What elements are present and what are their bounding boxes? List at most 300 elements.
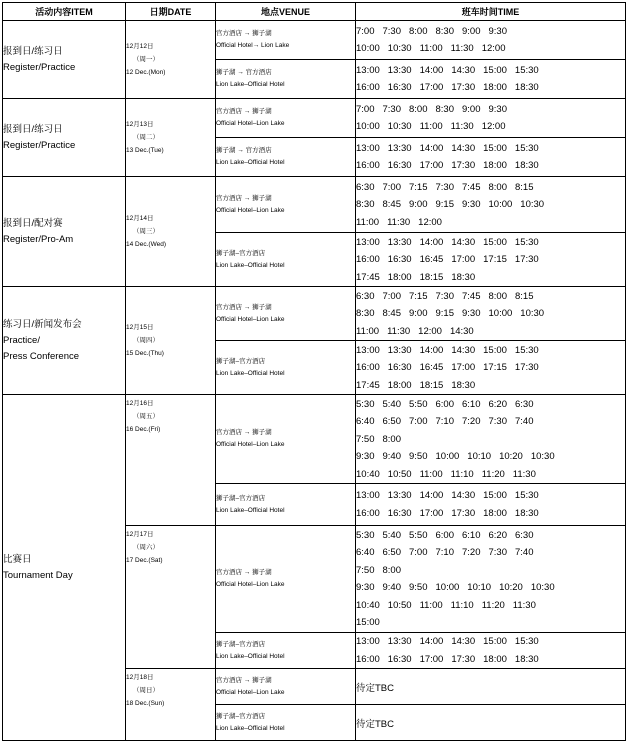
departure-time: 11:20 — [481, 468, 505, 480]
cell-text-line: （周一） — [133, 55, 159, 63]
venue-cell — [216, 341, 356, 395]
departure-time: 17:30 — [451, 507, 476, 519]
time-row — [356, 62, 625, 80]
departure-time: 7:30 — [435, 181, 454, 193]
departure-time: 13:00 — [356, 344, 380, 356]
time-row — [356, 597, 625, 615]
departure-time: 7:40 — [515, 416, 534, 427]
times-cell — [356, 138, 626, 177]
cell-text-line: 官方酒店 → 狮子湖 — [216, 303, 272, 311]
cell-text-line: （周二） — [133, 133, 159, 141]
departure-time: 7:45 — [462, 181, 481, 193]
departure-time: 18:00 — [483, 653, 507, 665]
departure-time: 9:50 — [409, 451, 428, 462]
departure-time: 10:00 — [356, 43, 380, 55]
departure-time: 16:45 — [419, 254, 444, 265]
departure-time: 8:00 — [382, 564, 401, 576]
departure-time: 7:40 — [515, 547, 534, 559]
departure-time: 16:00 — [356, 254, 380, 265]
departure-time: 7:15 — [409, 290, 428, 302]
cell-text-line: Official Hotel–Lion Lake — [216, 688, 285, 696]
departure-time: 11:30 — [512, 599, 536, 611]
departure-time: 6:40 — [356, 416, 375, 427]
venue-cell — [216, 484, 356, 526]
departure-time: 17:45 — [356, 271, 380, 283]
departure-time: 14:30 — [451, 142, 476, 154]
date-cell — [126, 526, 216, 669]
time-row — [356, 341, 625, 359]
departure-time: 14:00 — [419, 636, 444, 648]
cell-text-line: 狮子湖–官方酒店 — [216, 712, 266, 720]
time-row — [356, 562, 625, 580]
time-row — [356, 287, 625, 305]
departure-time: 17:00 — [451, 362, 476, 373]
departure-time: 6:20 — [488, 529, 507, 541]
venue-cell — [216, 233, 356, 287]
cell-text-line: 官方酒店 → 狮子湖 — [216, 429, 272, 436]
cell-text-line: Register/Practice — [3, 139, 76, 151]
cell-text-line: 官方酒店 → 狮子湖 — [216, 108, 272, 115]
departure-time: 14:00 — [419, 236, 444, 248]
date-cell — [126, 669, 216, 741]
departure-time: 6:00 — [435, 398, 454, 410]
time-row — [356, 305, 625, 323]
departure-time: 7:00 — [409, 547, 428, 559]
departure-time: 17:30 — [451, 82, 476, 94]
times-cell — [356, 633, 626, 669]
time-row — [356, 268, 625, 286]
cell-text-line: Lion Lake–Official Hotel — [216, 369, 285, 377]
venue-cell — [216, 60, 356, 99]
departure-time: 13:30 — [387, 64, 412, 76]
departure-time: 7:10 — [435, 547, 454, 559]
cell-text-line: 12月16日 — [126, 400, 154, 407]
cell-text-line: 狮子湖–官方酒店 — [216, 357, 266, 365]
departure-time: 11:20 — [481, 599, 505, 611]
header-date: 日期DATE — [126, 3, 216, 21]
departure-time: 17:00 — [419, 82, 444, 94]
departure-time: 10:30 — [530, 582, 555, 594]
departure-time: 9:40 — [382, 582, 401, 594]
departure-time: 10:20 — [499, 582, 523, 594]
time-row — [356, 196, 625, 214]
time-row — [356, 633, 625, 651]
departure-time: 14:00 — [419, 490, 444, 502]
time-row — [356, 23, 625, 41]
departure-time: 17:30 — [451, 160, 476, 172]
departure-time: 14:00 — [419, 64, 444, 76]
departure-time: 11:30 — [450, 43, 474, 55]
time-row — [356, 614, 625, 632]
time-row — [356, 651, 625, 669]
departure-time: 16:30 — [387, 82, 412, 94]
time-row — [356, 251, 625, 269]
departure-time: 10:40 — [356, 599, 380, 611]
cell-text-line: 狮子湖–官方酒店 — [216, 494, 266, 502]
table-row — [3, 177, 626, 233]
cell-text-line: Lion Lake–Official Hotel — [216, 81, 285, 88]
departure-time: 15:30 — [514, 636, 539, 648]
departure-time: 18:00 — [387, 379, 412, 391]
departure-time: 9:40 — [382, 451, 401, 462]
time-row — [356, 79, 625, 97]
departure-time: 17:15 — [483, 362, 507, 373]
departure-time: 12:00 — [418, 216, 442, 228]
table-row — [3, 395, 626, 484]
cell-text-line: （周六） — [133, 544, 159, 551]
time-row — [356, 579, 625, 597]
departure-time: 11:00 — [356, 216, 380, 228]
departure-time: 8:00 — [409, 103, 428, 115]
item-cell — [3, 287, 126, 395]
departure-time: 7:50 — [356, 564, 375, 576]
departure-time: 14:00 — [419, 142, 444, 154]
cell-text-line: 报到日/练习日 — [3, 45, 63, 57]
departure-time: 5:50 — [409, 398, 428, 410]
table-row — [3, 21, 626, 60]
departure-time: 18:00 — [483, 82, 507, 94]
cell-text-line: （周五） — [133, 413, 159, 420]
departure-time: 18:00 — [483, 160, 507, 172]
cell-text-line: 官方酒店 → 狮子湖 — [216, 194, 272, 202]
departure-time: 17:30 — [514, 362, 539, 373]
cell-text-line: 13 Dec.(Tue) — [126, 146, 164, 154]
cell-text-line: 14 Dec.(Wed) — [126, 240, 166, 248]
cell-text-line: 12月12日 — [126, 42, 154, 50]
departure-time: 8:30 — [435, 103, 454, 115]
departure-time: 17:45 — [356, 379, 380, 391]
table-row — [3, 287, 626, 341]
cell-text-line: 官方酒店 → 狮子湖 — [216, 30, 272, 37]
departure-time: 6:10 — [462, 529, 481, 541]
times-cell — [356, 233, 626, 287]
departure-time: 5:30 — [356, 529, 375, 541]
cell-text-line: 12月18日 — [126, 674, 154, 681]
departure-time: 17:15 — [483, 254, 507, 265]
venue-cell — [216, 395, 356, 484]
time-row — [356, 448, 625, 466]
departure-time: 9:00 — [462, 25, 481, 37]
departure-time: 10:30 — [530, 451, 555, 462]
departure-time: 9:15 — [435, 308, 454, 319]
departure-time: 13:00 — [356, 64, 380, 76]
time-row — [356, 505, 625, 523]
departure-time: 16:30 — [387, 507, 412, 519]
departure-time: 18:30 — [514, 160, 539, 172]
departure-time: 9:00 — [409, 199, 428, 210]
venue-cell — [216, 287, 356, 341]
departure-time: 7:00 — [382, 181, 401, 193]
departure-time: 10:50 — [387, 599, 412, 611]
departure-time: 9:30 — [356, 451, 375, 462]
date-cell — [126, 99, 216, 177]
departure-time: 11:10 — [450, 599, 474, 611]
departure-time: 13:30 — [387, 142, 412, 154]
departure-time: 8:30 — [435, 25, 454, 37]
departure-time: 9:30 — [462, 308, 481, 319]
venue-cell — [216, 633, 356, 669]
cell-text-line: 练习日/新闻发布会 — [3, 318, 82, 330]
departure-time: 10:10 — [467, 582, 492, 594]
departure-time: 14:30 — [451, 236, 476, 248]
departure-time: 18:30 — [514, 653, 539, 665]
departure-time: 15:30 — [514, 344, 539, 356]
departure-time: 7:50 — [356, 433, 375, 445]
cell-text-line: （周三） — [133, 227, 159, 235]
departure-time: 7:00 — [382, 290, 401, 302]
departure-time: 7:20 — [462, 547, 481, 559]
departure-time: 8:45 — [382, 308, 401, 319]
departure-time: 9:50 — [409, 582, 428, 594]
departure-time: 8:45 — [382, 199, 401, 210]
times-cell — [356, 21, 626, 60]
cell-text-line: 狮子湖 → 官方酒店 — [216, 69, 272, 76]
departure-time: 6:10 — [462, 398, 481, 410]
cell-text-line: （周日） — [133, 687, 159, 694]
date-cell — [126, 177, 216, 287]
time-row — [356, 40, 625, 58]
times-cell — [356, 526, 626, 633]
departure-time: 8:30 — [356, 199, 375, 210]
header-row — [3, 3, 626, 21]
cell-text-line: Official Hotel–Lion Lake — [216, 206, 285, 214]
cell-text-line: 15 Dec.(Thu) — [126, 349, 164, 357]
departure-time: 10:00 — [435, 582, 460, 594]
cell-text-line: 狮子湖–官方酒店 — [216, 249, 266, 257]
departure-time: 17:00 — [451, 254, 476, 265]
departure-time: 7:45 — [462, 290, 481, 302]
departure-time: 15:00 — [483, 64, 507, 76]
venue-cell — [216, 526, 356, 633]
departure-time: 5:40 — [382, 398, 401, 410]
departure-time: 14:30 — [451, 64, 476, 76]
departure-time: 15:00 — [483, 236, 507, 248]
departure-time: 17:30 — [514, 254, 539, 265]
venue-cell — [216, 138, 356, 177]
departure-time: 10:10 — [467, 451, 492, 462]
departure-time: 16:00 — [356, 507, 380, 519]
departure-time: 5:50 — [409, 529, 428, 541]
time-row — [356, 430, 625, 448]
cell-text-line: 12月13日 — [126, 120, 154, 128]
item-cell — [3, 99, 126, 177]
departure-time: 18:00 — [387, 271, 412, 283]
cell-text-line: 12月14日 — [126, 214, 154, 222]
departure-time: 10:50 — [387, 468, 412, 480]
cell-text-line: Official Hotel–Lion Lake — [216, 120, 285, 127]
time-row — [356, 527, 625, 545]
departure-time: 15:30 — [514, 64, 539, 76]
departure-time: 7:00 — [356, 103, 375, 115]
departure-time: 11:30 — [512, 468, 536, 480]
cell-text-line: 狮子湖 → 官方酒店 — [216, 147, 272, 154]
departure-time: 14:30 — [451, 344, 476, 356]
departure-time: 11:30 — [387, 216, 411, 228]
cell-text-line: 狮子湖–官方酒店 — [216, 640, 266, 648]
departure-time: 7:30 — [435, 290, 454, 302]
departure-time: 6:00 — [435, 529, 454, 541]
departure-time: 18:30 — [514, 82, 539, 94]
date-cell — [126, 21, 216, 99]
departure-time: 6:30 — [515, 529, 534, 541]
departure-time: 13:30 — [387, 236, 412, 248]
date-cell — [126, 395, 216, 526]
departure-time: 15:30 — [514, 142, 539, 154]
departure-time: 11:00 — [419, 121, 443, 133]
departure-time: 7:30 — [382, 25, 401, 37]
cell-text-line: 比赛日 — [3, 553, 32, 565]
departure-time: 17:00 — [419, 160, 444, 172]
departure-time: 8:00 — [382, 433, 401, 445]
departure-time: 18:30 — [451, 379, 476, 391]
shuttle-schedule-table — [2, 2, 626, 741]
departure-time: 6:30 — [515, 398, 534, 410]
departure-time: 10:30 — [387, 121, 412, 133]
departure-time: 14:30 — [451, 636, 476, 648]
departure-time: 16:30 — [387, 254, 412, 265]
time-row — [356, 487, 625, 505]
cell-text-line: 17 Dec.(Sat) — [126, 557, 163, 564]
departure-time: 13:30 — [387, 636, 412, 648]
departure-time: 6:30 — [356, 181, 375, 193]
departure-time: 9:30 — [488, 103, 507, 115]
time-row — [356, 233, 625, 251]
departure-time: 7:30 — [488, 547, 507, 559]
times-cell — [356, 395, 626, 484]
header-time: 班车时间TIME — [356, 3, 626, 21]
cell-text-line: 16 Dec.(Fri) — [126, 426, 161, 433]
departure-time: 17:00 — [419, 653, 444, 665]
departure-time: 10:20 — [499, 451, 523, 462]
departure-time: 6:30 — [356, 290, 375, 302]
departure-time: 17:00 — [419, 507, 444, 519]
departure-time: 5:30 — [356, 398, 375, 410]
departure-time: 11:00 — [419, 599, 443, 611]
departure-time: 16:30 — [387, 160, 412, 172]
time-row — [356, 101, 625, 119]
venue-cell — [216, 21, 356, 60]
departure-time: 7:20 — [462, 416, 481, 427]
date-cell — [126, 287, 216, 395]
departure-time: 10:00 — [435, 451, 460, 462]
departure-time: 16:00 — [356, 160, 380, 172]
venue-cell — [216, 705, 356, 741]
item-cell — [3, 177, 126, 287]
cell-text-line: Official Hotel–Lion Lake — [216, 315, 285, 323]
departure-time: 16:00 — [356, 362, 380, 373]
item-cell — [3, 395, 126, 741]
cell-text-line: Lion Lake–Official Hotel — [216, 261, 285, 269]
departure-time: 11:30 — [450, 121, 474, 133]
departure-time: 16:30 — [387, 653, 412, 665]
departure-time: 16:00 — [356, 82, 380, 94]
departure-time: 16:00 — [356, 653, 380, 665]
departure-time: 12:00 — [418, 325, 442, 337]
time-row — [356, 544, 625, 562]
departure-time: 10:30 — [520, 199, 545, 210]
departure-time: 13:30 — [387, 490, 412, 502]
cell-text-line: Official Hotel–Lion Lake — [216, 441, 285, 448]
times-cell-tbc: 待定TBC — [356, 705, 626, 741]
departure-time: 11:10 — [450, 468, 474, 480]
departure-time: 11:00 — [419, 468, 443, 480]
departure-time: 9:30 — [488, 25, 507, 37]
cell-text-line: Lion Lake–Official Hotel — [216, 652, 285, 660]
departure-time: 9:00 — [462, 103, 481, 115]
cell-text-line: Tournament Day — [3, 569, 73, 581]
departure-time: 13:00 — [356, 636, 380, 648]
departure-time: 15:00 — [483, 142, 507, 154]
departure-time: 15:00 — [356, 617, 380, 629]
departure-time: 16:45 — [419, 362, 444, 373]
departure-time: 13:30 — [387, 344, 412, 356]
departure-time: 7:10 — [435, 416, 454, 427]
departure-time: 7:00 — [409, 416, 428, 427]
cell-text-line: Lion Lake–Official Hotel — [216, 159, 285, 166]
cell-text-line: 官方酒店 → 狮子湖 — [216, 569, 272, 576]
departure-time: 18:15 — [419, 379, 444, 391]
cell-text-line: 12月15日 — [126, 323, 154, 331]
departure-time: 8:15 — [515, 181, 534, 193]
time-row — [356, 395, 625, 413]
time-row — [356, 359, 625, 377]
departure-time: 17:30 — [451, 653, 476, 665]
departure-time: 18:30 — [451, 271, 476, 283]
departure-time: 7:30 — [488, 416, 507, 427]
cell-text-line: Official Hotel→ Lion Lake — [216, 42, 290, 49]
departure-time: 15:30 — [514, 236, 539, 248]
cell-text-line: 报到日/配对赛 — [3, 217, 63, 229]
departure-time: 8:00 — [488, 290, 507, 302]
cell-text-line: Lion Lake–Official Hotel — [216, 506, 285, 514]
times-cell — [356, 287, 626, 341]
time-row — [356, 413, 625, 431]
cell-text-line: Register/Practice — [3, 61, 76, 73]
departure-time: 11:00 — [356, 325, 380, 337]
departure-time: 7:15 — [409, 181, 428, 193]
cell-text-line: 官方酒店 → 狮子湖 — [216, 676, 272, 684]
departure-time: 10:30 — [387, 43, 412, 55]
departure-time: 18:00 — [483, 507, 507, 519]
cell-text-line: 12 Dec.(Mon) — [126, 68, 166, 76]
venue-cell — [216, 177, 356, 233]
venue-cell — [216, 669, 356, 705]
time-row — [356, 118, 625, 136]
times-cell-tbc: 待定TBC — [356, 669, 626, 705]
departure-time: 15:00 — [483, 344, 507, 356]
departure-time: 8:30 — [356, 308, 375, 319]
time-row — [356, 140, 625, 158]
departure-time: 10:00 — [356, 121, 380, 133]
departure-time: 14:30 — [449, 325, 474, 337]
departure-time: 18:15 — [419, 271, 444, 283]
cell-text-line: （周四） — [133, 336, 159, 344]
departure-time: 6:50 — [382, 416, 401, 427]
departure-time: 10:40 — [356, 468, 380, 480]
times-cell — [356, 60, 626, 99]
cell-text-line: Official Hotel–Lion Lake — [216, 581, 285, 588]
time-row — [356, 322, 625, 340]
departure-time: 5:40 — [382, 529, 401, 541]
cell-text-line: 报到日/练习日 — [3, 123, 63, 135]
venue-cell — [216, 99, 356, 138]
departure-time: 7:00 — [356, 25, 375, 37]
departure-time: 10:00 — [488, 199, 513, 210]
departure-time: 8:15 — [515, 290, 534, 302]
departure-time: 8:00 — [488, 181, 507, 193]
cell-text-line: 12月17日 — [126, 531, 154, 538]
departure-time: 14:00 — [419, 344, 444, 356]
